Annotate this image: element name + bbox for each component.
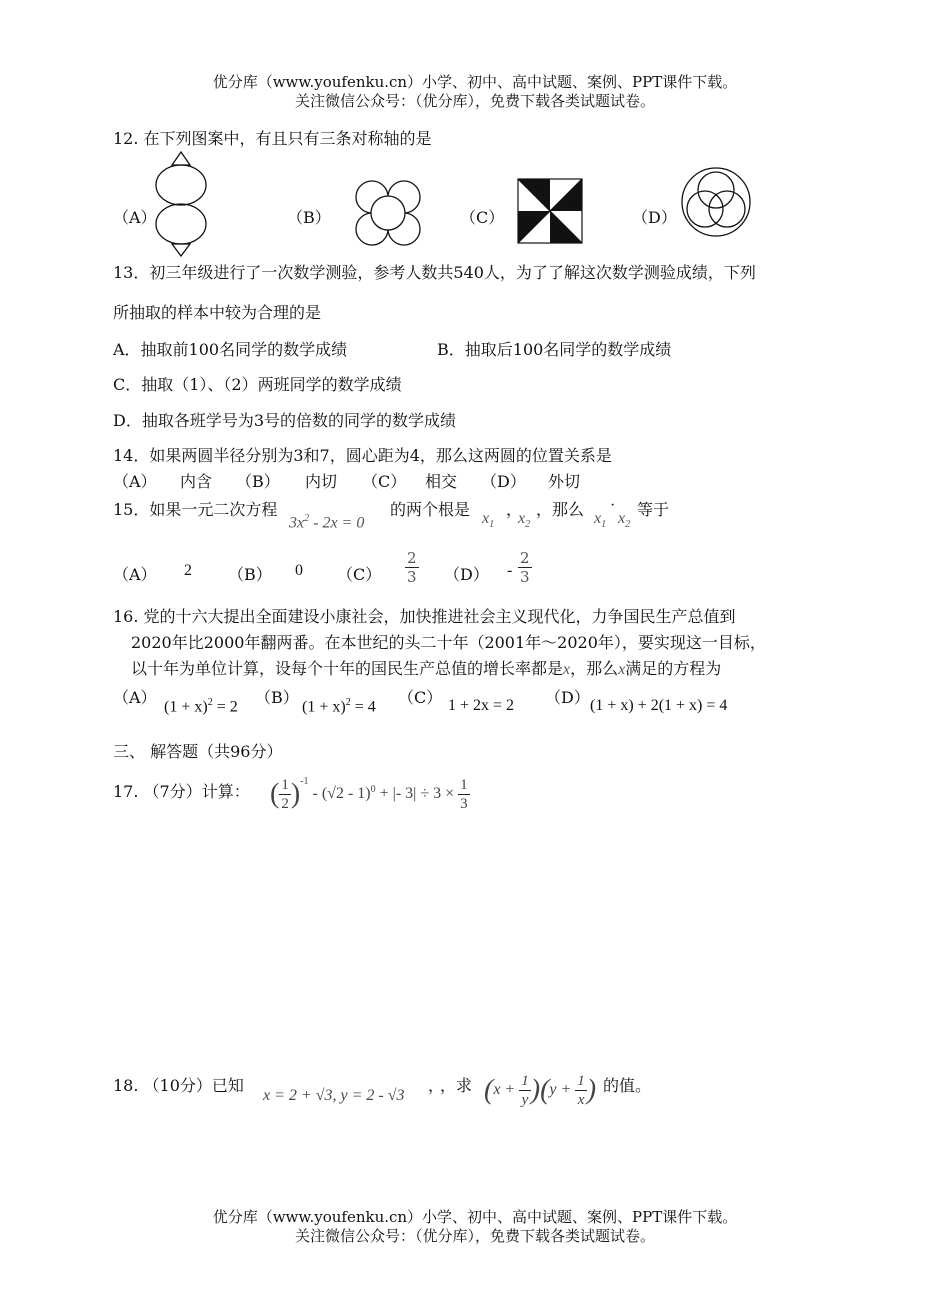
figure-c-icon (515, 176, 585, 246)
q15-val-c: $\frac{2}{3}$ (407, 549, 417, 586)
q15-opt-b: （B） (228, 565, 272, 584)
q15-dot: · (610, 497, 616, 514)
footer-line-1: 优分库（www.youfenku.cn）小学、初中、高中试题、案例、PPT课件下载。 (212, 1208, 738, 1226)
q15-product-x1: $x_1$ (594, 510, 607, 531)
q14-opt-d-value: 外切 (548, 472, 581, 491)
q15-val-a: 2 (184, 562, 192, 579)
q16-eq-a: $(1 + x)^2 = 2$ (164, 697, 238, 716)
q16-opt-d: （D） (545, 688, 590, 707)
q12-text: 12. 在下列图案中，有且只有三条对称轴的是 (113, 129, 432, 148)
q15-val-d: $\frac{2}{3}$ (520, 549, 530, 586)
q16-eq-d: (1 + x) + 2(1 + x) = 4 (590, 697, 728, 714)
q13-option-c: C．抽取（1）、（2）两班同学的数学成绩 (113, 375, 402, 394)
q18-tail: 的值。 (603, 1076, 652, 1095)
q12-option-d: （D） (632, 208, 677, 227)
q15-root-1: $x_1$ (482, 510, 495, 531)
q15-opt-c: （C） (337, 565, 382, 584)
q12-option-a: （A） (113, 208, 157, 227)
q15-prefix: 15．如果一元二次方程 (113, 500, 278, 519)
section-3-title: 三、 解答题（共96分） (113, 742, 283, 761)
q14-opt-c-value: 相交 (425, 472, 458, 491)
q13-line-2: 所抽取的样本中较为合理的是 (113, 303, 322, 322)
q15-product-x2: $x_2$ (618, 510, 631, 531)
q16-eq-c: 1 + 2x = 2 (448, 697, 515, 714)
q15-equation: $3x^2 - 2x = 0$ (289, 513, 365, 532)
q15-root-2: $x_2$ (518, 510, 531, 531)
q13-option-a: A．抽取前100名同学的数学成绩 (113, 340, 348, 359)
q18-comma: ， (428, 1076, 445, 1095)
footer-line-2: 关注微信公众号：（优分库），免费下载各类试题试卷。 (294, 1227, 655, 1245)
q15-val-d-sign: - (507, 562, 513, 579)
q12-option-c: （C） (460, 208, 505, 227)
q16-opt-a: （A） (113, 688, 157, 707)
q14-opt-c-label: （C） (362, 472, 407, 491)
q15-val-b: 0 (295, 562, 303, 579)
figure-d-icon (676, 162, 756, 240)
q18-ask: ，求 (440, 1076, 473, 1095)
header-line-2: 关注微信公众号：（优分库），免费下载各类试题试卷。 (294, 92, 655, 110)
q14-opt-b-value: 内切 (305, 472, 338, 491)
q14-opt-a-value: 内含 (180, 472, 213, 491)
header-line-1: 优分库（www.youfenku.cn）小学、初中、高中试题、案例、PPT课件下载。 (212, 73, 738, 91)
q17-expression: ( $\frac{1}{2}$ )$^{-1}$ - (√2 - 1)$^0$ + |- 3| ÷ 3 × $\frac{1}{3}$ (270, 776, 468, 812)
q16-line-2: 2020年比2000年翻两番。在本世纪的头二十年（2001年～2020年），要实现这一目标， (131, 633, 766, 652)
q15-tail: 等于 (637, 500, 670, 519)
figure-b-icon (350, 175, 426, 251)
q13-option-b: B．抽取后100名同学的数学成绩 (437, 340, 672, 359)
q14-opt-d-label: （D） (481, 472, 526, 491)
q14-text: 14．如果两圆半径分别为3和7，圆心距为4，那么这两圆的位置关系是 (113, 446, 612, 465)
q15-opt-d: （D） (444, 565, 489, 584)
q15-opt-a: （A） (113, 565, 157, 584)
q18-given: x = 2 + √3, y = 2 - √3 (263, 1087, 405, 1104)
q18-label: 18. （10分）已知 (113, 1076, 244, 1095)
figure-a-icon (150, 150, 212, 258)
q12-option-b: （B） (287, 208, 331, 227)
q15-then: ，那么 (536, 500, 585, 519)
q16-eq-b: $(1 + x)^2 = 4$ (302, 697, 376, 716)
q14-opt-a-label: （A） (113, 472, 157, 491)
q14-opt-b-label: （B） (236, 472, 280, 491)
q16-line-1: 16. 党的十六大提出全面建设小康社会，加快推进社会主义现代化，力争国民生产总值到 (113, 607, 736, 626)
q18-expression: (x + $\frac{1}{y}$ )(y + $\frac{1}{x}$ ) (484, 1073, 597, 1108)
q16-opt-b: （B） (255, 688, 299, 707)
q16-opt-c: （C） (398, 688, 443, 707)
q16-line-3: 以十年为单位计算，设每个十年的国民生产总值的增长率都是x，那么x满足的方程为 (131, 659, 722, 678)
q13-line-1: 13．初三年级进行了一次数学测验，参考人数共540人，为了了解这次数学测验成绩，下列 (113, 263, 756, 282)
q13-option-d: D．抽取各班学号为3号的倍数的同学的数学成绩 (113, 411, 457, 430)
q15-mid: 的两个根是 (390, 500, 471, 519)
q17-label: 17. （7分）计算： (113, 782, 250, 801)
q15-comma: ， (506, 500, 523, 519)
